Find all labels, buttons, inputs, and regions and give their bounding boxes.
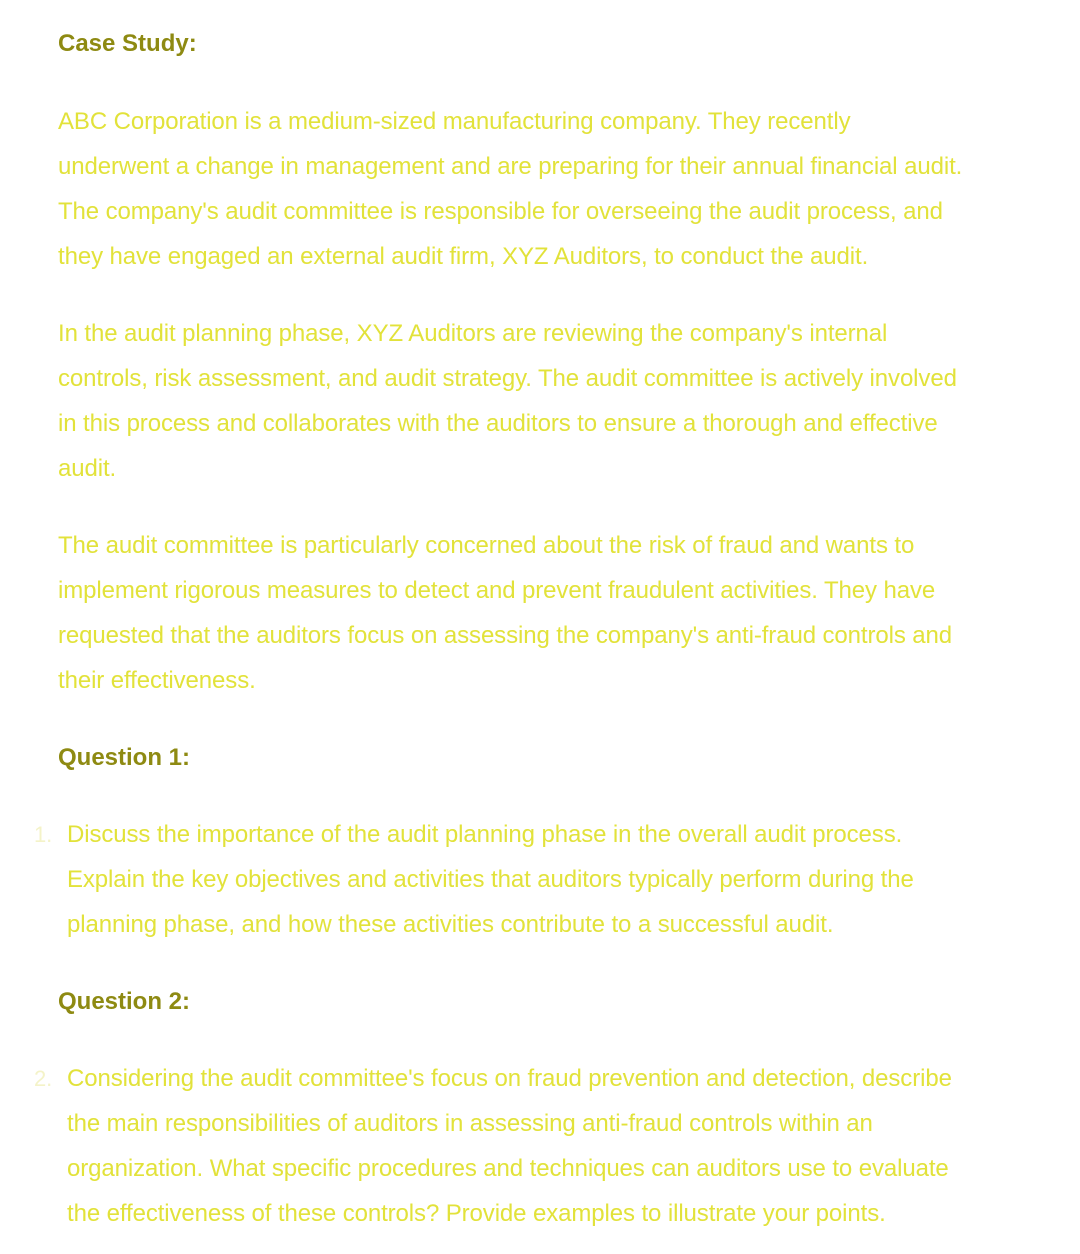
question-line: Discuss the importance of the audit planning phase in the overall audit process. <box>67 821 903 848</box>
paragraph-line: The audit committee is particularly concerned about the risk of fraud and wants to <box>58 532 915 559</box>
list-number: 2. <box>34 1066 53 1091</box>
question-line: the effectiveness of these controls? Provide examples to illustrate your points. <box>67 1200 886 1227</box>
case-study-heading: Case Study: <box>58 30 197 57</box>
paragraph-line: their effectiveness. <box>58 667 256 694</box>
question-line: the main responsibilities of auditors in assessing anti-fraud controls within an <box>67 1110 873 1137</box>
question-line: planning phase, and how these activities contribute to a successful audit. <box>67 911 834 938</box>
question-2-list <box>0 1056 1080 1236</box>
paragraph-line: ABC Corporation is a medium-sized manufacturing company. They recently <box>58 108 851 135</box>
paragraph-line: In the audit planning phase, XYZ Auditors are reviewing the company's internal <box>58 320 888 347</box>
case-study-paragraph-2 <box>58 311 1048 491</box>
paragraph-line: in this process and collaborates with the auditors to ensure a thorough and effective <box>58 410 938 437</box>
paragraph-line: controls, risk assessment, and audit strategy. The audit committee is actively involved <box>58 365 957 392</box>
paragraph-line: audit. <box>58 455 117 482</box>
question-1-list <box>0 812 1080 947</box>
question-2-heading: Question 2: <box>58 988 191 1015</box>
case-study-paragraph-1 <box>58 99 1048 279</box>
paragraph-line: they have engaged an external audit firm, XYZ Auditors, to conduct the audit. <box>58 243 869 270</box>
paragraph-line: The company's audit committee is responsible for overseeing the audit process, and <box>58 198 943 225</box>
paragraph-line: requested that the auditors focus on assessing the company's anti-fraud controls and <box>58 622 953 649</box>
list-number: 1. <box>34 822 53 847</box>
list-item <box>0 1056 1042 1236</box>
list-item <box>0 812 1042 947</box>
question-line: organization. What specific procedures and techniques can auditors use to evaluate <box>67 1155 949 1182</box>
paragraph-line: implement rigorous measures to detect and prevent fraudulent activities. They have <box>58 577 936 604</box>
question-line: Explain the key objectives and activities that auditors typically perform during the <box>67 866 914 893</box>
case-study-paragraph-3 <box>58 523 1048 703</box>
question-line: Considering the audit committee's focus on fraud prevention and detection, describe <box>67 1065 952 1092</box>
question-1-heading: Question 1: <box>58 744 191 771</box>
paragraph-line: underwent a change in management and are preparing for their annual financial audit. <box>58 153 963 180</box>
